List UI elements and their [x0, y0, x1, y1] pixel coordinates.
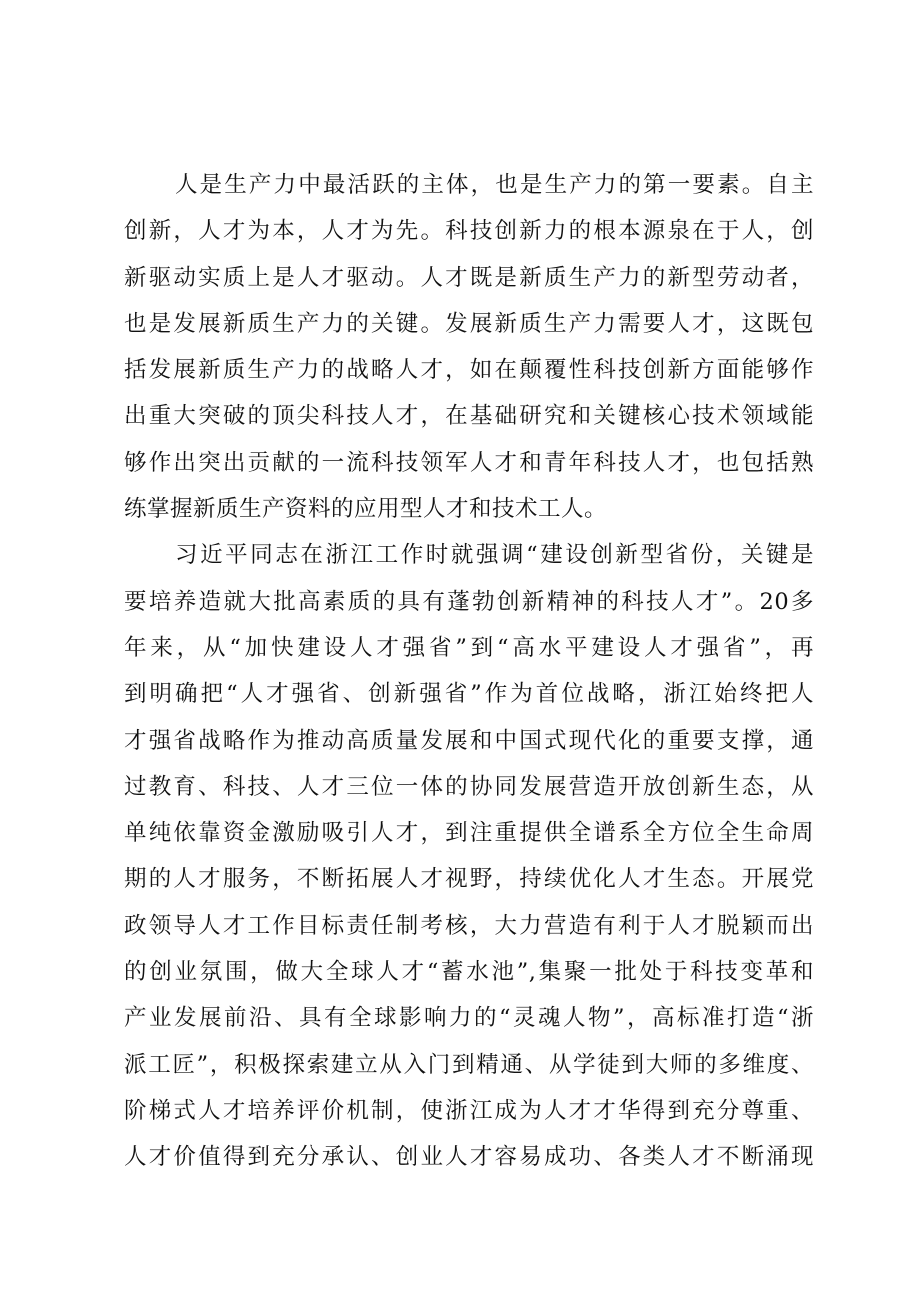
text-line: 要培养造就大批高素质的具有蓬勃创新精神的科技人才”。20多	[124, 588, 814, 615]
text-line: 政领导人才工作目标责任制考核，大力营造有利于人才脱颖而出	[124, 912, 814, 939]
text-line: 新驱动实质上是人才驱动。人才既是新质生产力的新型劳动者，	[124, 264, 814, 291]
text-line: 也是发展新质生产力的关键。发展新质生产力需要人才，这既包	[124, 310, 814, 337]
paragraph	[124, 532, 814, 1180]
text-line: 派工匠”，积极探索建立从入门到精通、从学徒到大师的多维度、	[124, 1051, 814, 1078]
text-line: 单纯依靠资金激励吸引人才，到注重提供全谱系全方位全生命周	[124, 820, 814, 847]
text-line: 人才价值得到充分承认、创业人才容易成功、各类人才不断涌现	[124, 1144, 814, 1171]
text-line: 过教育、科技、人才三位一体的协同发展营造开放创新生态，从	[124, 773, 814, 800]
paragraph	[124, 162, 814, 532]
text-line: 的创业氛围，做大全球人才“蓄水池”,集聚一批处于科技变革和	[124, 959, 814, 986]
text-line: 到明确把“人才强省、创新强省”作为首位战略，浙江始终把人	[124, 681, 814, 708]
text-line: 习近平同志在浙江工作时就强调“建设创新型省份，关键是	[175, 542, 814, 569]
document-body	[124, 162, 814, 1181]
text-line: 期的人才服务，不断拓展人才视野，持续优化人才生态。开展党	[124, 866, 814, 893]
text-line: 年来，从“加快建设人才强省”到“高水平建设人才强省”，再	[124, 634, 814, 661]
text-line: 创新，人才为本，人才为先。科技创新力的根本源泉在于人，创	[124, 218, 814, 245]
text-line: 括发展新质生产力的战略人才，如在颠覆性科技创新方面能够作	[124, 357, 814, 384]
text-line: 练掌握新质生产资料的应用型人才和技术工人。	[124, 496, 608, 523]
text-line: 人是生产力中最活跃的主体，也是生产力的第一要素。自主	[175, 172, 814, 198]
text-line: 够作出突出贡献的一流科技领军人才和青年科技人才，也包括熟	[124, 449, 814, 476]
text-line: 才强省战略作为推动高质量发展和中国式现代化的重要支撑，通	[124, 727, 814, 754]
text-line: 产业发展前沿、具有全球影响力的“灵魂人物”，高标准打造“浙	[124, 1005, 814, 1032]
text-line: 阶梯式人才培养评价机制，使浙江成为人才才华得到充分尊重、	[124, 1097, 814, 1124]
text-line: 出重大突破的顶尖科技人才，在基础研究和关键核心技术领域能	[124, 403, 814, 430]
